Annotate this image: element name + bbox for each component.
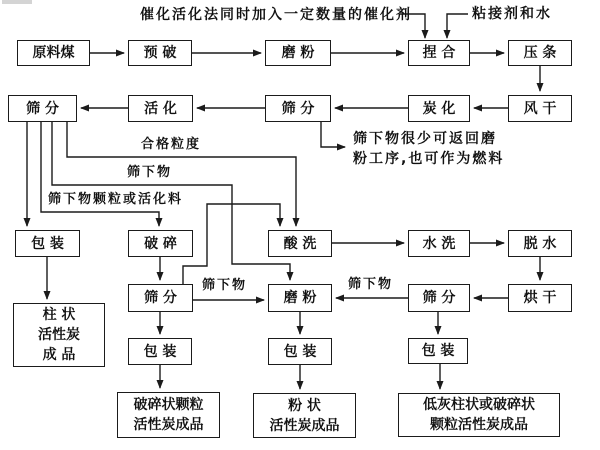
product-columnar-line3: 成 品: [42, 347, 76, 363]
node-pack-c5a: 包 装: [128, 338, 192, 365]
product-columnar: [13, 303, 105, 367]
annotation-binder: 粘接剂和水: [472, 6, 552, 22]
node-activate: 活 化: [128, 95, 193, 122]
product-low-ash: [398, 393, 560, 437]
product-columnar-line1: 柱 状: [42, 307, 76, 323]
product-crushed-line1: 破碎状颗粒: [133, 397, 204, 413]
edge-sieve-note: [321, 122, 345, 147]
node-carbonize: 炭 化: [408, 95, 470, 122]
product-crushed-line2: 活性炭成品: [133, 417, 204, 433]
node-raw-coal: 原料煤: [17, 40, 90, 66]
node-acid-wash: 酸 洗: [268, 230, 332, 257]
node-sieve-c2: 筛 分: [265, 95, 331, 122]
product-powder-line2: 活性炭成品: [269, 417, 340, 434]
product-powder: [253, 393, 356, 438]
node-dewater: 脱 水: [508, 230, 572, 257]
watermark-artifact: [2, 0, 32, 4]
node-pack-c5b: 包 装: [268, 338, 332, 365]
node-pack-left: 包 装: [15, 230, 80, 257]
node-crush: 破 碎: [128, 230, 193, 257]
node-strip-press: 压 条: [508, 40, 572, 66]
annotation-note-line1: 筛下物很少可返回磨: [353, 131, 497, 147]
node-air-dry: 风 干: [508, 95, 572, 122]
product-lowash-line1: 低灰柱状或破碎状: [423, 397, 535, 413]
annotation-note-line2: 粉工序,也可作为燃料: [353, 151, 505, 167]
node-pre-crush: 预 破: [128, 40, 192, 66]
node-sieve-l2: 筛 分: [8, 95, 77, 122]
node-sieve-r4: 筛 分: [408, 284, 470, 312]
edge-label-qualified-size: 合格粒度: [141, 137, 202, 152]
node-sieve-c4: 筛 分: [128, 284, 193, 312]
product-crushed-granule: [117, 392, 220, 438]
edge-label-undersize-mid-left: 筛下物: [202, 278, 248, 293]
node-mill-mid: 磨 粉: [268, 284, 332, 312]
node-pack-r5: 包 装: [408, 338, 468, 364]
node-water-wash: 水 洗: [408, 230, 470, 257]
product-lowash-line2: 颗粒活性炭成品: [430, 417, 528, 433]
edge-binder-knead: [447, 14, 468, 38]
edge-sievec4-acidwash: [183, 204, 280, 284]
node-knead: 捏 合: [408, 40, 470, 66]
edge-label-undersize-granule: 筛下物颗粒或活化料: [48, 192, 184, 207]
product-columnar-line2: 活性炭: [38, 327, 80, 343]
node-mill-top: 磨 粉: [265, 40, 331, 66]
edge-label-undersize-mid-right: 筛下物: [348, 277, 394, 292]
product-powder-line1: 粉 状: [288, 397, 321, 414]
node-bake-dry: 烘 干: [508, 284, 572, 312]
annotation-catalyst: 催化活化法同时加入一定数量的催化剂: [140, 7, 412, 23]
edge-label-undersize-top: 筛下物: [127, 165, 173, 180]
